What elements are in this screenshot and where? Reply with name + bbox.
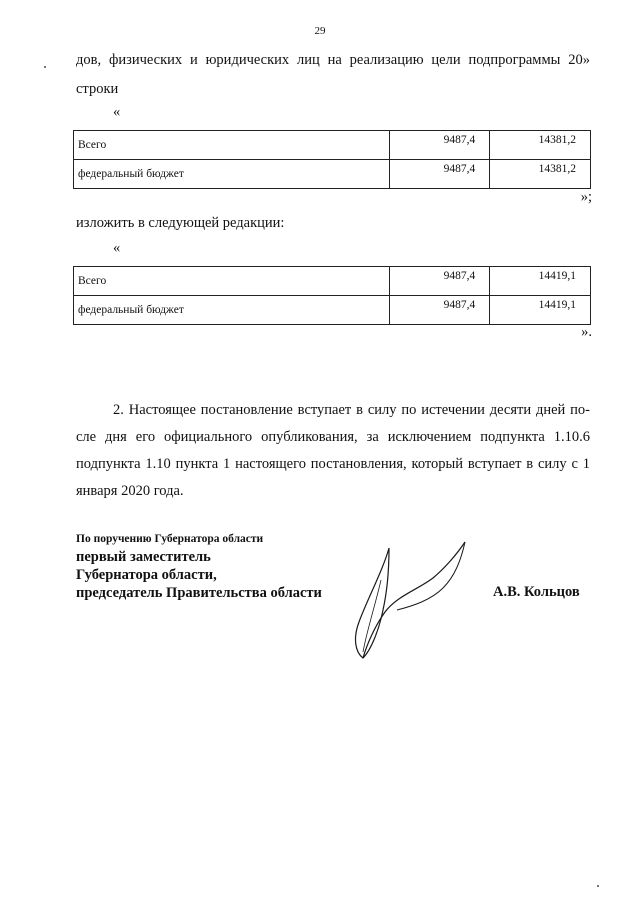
scan-speck <box>597 885 599 887</box>
row-value-2: 14381,2 <box>490 131 591 160</box>
row-label: Всего <box>74 131 390 160</box>
table-row <box>74 267 591 296</box>
paragraph2-line-3: подпункта 1.10 пункта 1 настоящего постановления, который вступает в силу с 1 <box>76 456 590 472</box>
paragraph2-line-4: января 2020 года. <box>76 483 184 499</box>
intro-line-1: дов, физических и юридических лиц на реализацию цели подпрограммы 20» <box>76 52 590 68</box>
row-value-1: 9487,4 <box>389 131 489 160</box>
signature-instruction: По поручению Губернатора области <box>76 533 264 545</box>
row-value-1: 9487,4 <box>389 296 489 325</box>
row-value-1: 9487,4 <box>389 160 489 189</box>
row-value-2: 14419,1 <box>490 267 591 296</box>
page-number: 29 <box>314 25 326 37</box>
paragraph2-line-1: 2. Настоящее постановление вступает в силу по истечении десяти дней по- <box>113 402 590 418</box>
quote-close-old: »; <box>580 189 592 205</box>
quote-open-new: « <box>113 240 121 256</box>
row-value-2: 14419,1 <box>490 296 591 325</box>
row-label: Всего <box>74 267 390 296</box>
row-label: федеральный бюджет <box>74 296 390 325</box>
table-row <box>74 131 591 160</box>
signatory-name: А.В. Кольцов <box>493 584 580 600</box>
budget-table-old <box>73 130 591 189</box>
row-value-2: 14381,2 <box>490 160 591 189</box>
paragraph2-line-2: сле дня его официального опубликования, за исключением подпункта 1.10.6 <box>76 429 590 445</box>
budget-table-new <box>73 266 591 325</box>
handwritten-signature-icon <box>345 540 475 670</box>
new-edition-text: изложить в следующей редакции: <box>76 215 285 231</box>
row-label: федеральный бюджет <box>74 160 390 189</box>
scan-speck <box>44 66 46 68</box>
signature-title-1: первый заместитель <box>76 549 211 565</box>
quote-close-new: ». <box>581 324 592 340</box>
table-row <box>74 160 591 189</box>
intro-line-2: строки <box>76 81 119 97</box>
table-row <box>74 296 591 325</box>
quote-open-old: « <box>113 104 121 120</box>
row-value-1: 9487,4 <box>389 267 489 296</box>
signature-title-2: Губернатора области, <box>76 567 217 583</box>
signature-title-3: председатель Правительства области <box>76 585 322 601</box>
